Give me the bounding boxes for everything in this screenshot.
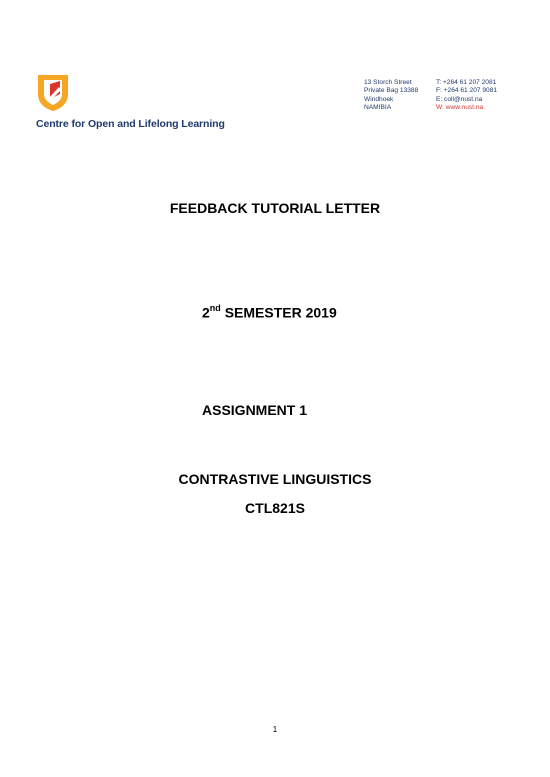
semester-heading [202,304,337,321]
address-block [364,79,418,112]
address-street: 13 Storch Street [364,79,412,86]
contact-fax: F: +264 61 207 9081 [436,87,498,95]
nust-shield-logo-icon [36,72,70,112]
contact-phone: T: +264 61 207 2081 [436,79,497,86]
assignment-heading: ASSIGNMENT 1 [202,402,308,418]
contact-block [436,79,497,112]
semester-number: 2 [202,304,210,321]
address-country: NAMIBIA [364,103,392,111]
address-bag: Private Bag 13388 [364,87,419,95]
contact-email: E: coll@nust.na [436,95,483,103]
semester-text: SEMESTER 2019 [224,304,337,321]
course-code: CTL821S [245,500,305,516]
contact-website: W: www.nust.na [436,103,484,111]
address-city: Windhoek [364,95,394,103]
document-title: FEEDBACK TUTORIAL LETTER [169,200,381,216]
page-number: 1 [272,725,278,734]
course-name: CONTRASTIVE LINGUISTICS [178,471,372,487]
semester-suffix: nd [209,303,221,313]
org-name: Centre for Open and Lifelong Learning [36,118,225,130]
